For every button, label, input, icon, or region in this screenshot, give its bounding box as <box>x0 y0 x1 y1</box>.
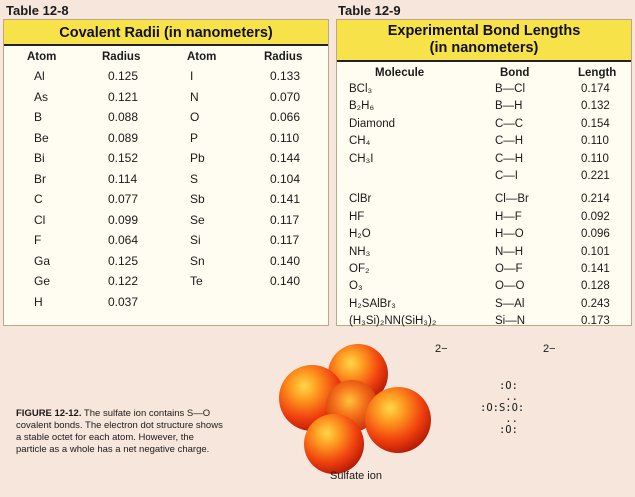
bond-type-cell: S—Al <box>495 297 525 310</box>
radii-atom-cell: P <box>190 130 199 145</box>
radii-atom-cell: H <box>34 294 43 309</box>
bond-type-cell: C—H <box>495 135 524 148</box>
radii-atom-cell: Br <box>34 171 46 186</box>
model-charge: 2− <box>435 343 448 355</box>
radii-atom-cell: Al <box>34 69 45 83</box>
bond-type-cell: Cl—Br <box>495 193 529 206</box>
covalent-radii-table <box>3 19 329 326</box>
bond-length-cell: 0.110 <box>581 135 609 148</box>
bond-length-cell: 0.092 <box>581 210 610 223</box>
bond-type-cell: B—H <box>495 100 523 113</box>
bond-type-cell: C—I <box>495 170 518 182</box>
bond-type-cell: H—O <box>495 228 524 241</box>
bond-molecule-cell: CH₃I <box>349 152 374 165</box>
radii-atom-cell: C <box>34 192 43 206</box>
radii-atom-cell: Se <box>190 212 205 227</box>
bond-type-cell: O—F <box>495 263 523 275</box>
bond-lengths-title <box>337 20 631 62</box>
bond-length-cell: 0.128 <box>581 280 610 293</box>
bond-lengths-table <box>336 19 632 326</box>
bond-type-cell: N—H <box>495 245 524 258</box>
figure-caption-text: The sulfate ion contains S—O covalent bonds. The electron dot structure shows a stable octet for each atom. However, the particle as a whole has a net negative charge. <box>16 408 223 455</box>
bond-molecule-cell: B₂H₆ <box>349 100 375 113</box>
radii-value-cell: 0.070 <box>270 89 301 104</box>
radii-value-cell: 0.144 <box>270 151 301 165</box>
bond-molecule-cell: H₂SAlBr₃ <box>349 297 396 310</box>
bond-length-cell: 0.101 <box>581 245 610 258</box>
oxygen-atom-front <box>304 414 364 474</box>
radii-atom-cell: Ga <box>34 253 51 268</box>
bond-lengths-title-line1: Experimental Bond Lengths <box>387 23 581 39</box>
col-header-molecule: Molecule <box>375 67 425 79</box>
radii-value-cell: 0.064 <box>108 233 139 247</box>
radii-atom-cell: Sb <box>190 192 205 206</box>
radii-atom-cell: Si <box>190 233 201 247</box>
radii-value-cell: 0.122 <box>108 274 139 288</box>
bond-length-cell: 0.173 <box>581 315 610 328</box>
table-12-9-caption: Table 12-9 <box>338 3 401 18</box>
radii-atom-cell: Pb <box>190 151 205 165</box>
bond-molecule-cell: (H₃Si)₂NN(SiH₃)₂ <box>349 315 437 328</box>
col-header-length: Length <box>578 67 617 79</box>
sulfate-ion-model <box>270 336 440 476</box>
sulfate-ion-label: Sulfate ion <box>330 470 382 482</box>
radii-atom-cell: I <box>190 69 194 83</box>
bond-length-cell: 0.243 <box>581 297 610 310</box>
bond-molecule-cell: BCl₃ <box>349 83 373 95</box>
figure-caption-label: FIGURE 12-12. <box>16 408 82 419</box>
bond-molecule-cell: CH₄ <box>349 135 371 148</box>
bond-length-cell: 0.221 <box>581 170 610 182</box>
radii-value-cell: 0.077 <box>108 192 139 206</box>
radii-value-cell: 0.088 <box>108 110 139 124</box>
radii-atom-cell: As <box>34 89 49 104</box>
bond-length-cell: 0.141 <box>581 263 610 275</box>
covalent-radii-title: Covalent Radii (in nanometers) <box>4 20 328 46</box>
bond-length-cell: 0.132 <box>581 100 610 113</box>
bond-type-cell: H—F <box>495 210 522 223</box>
figure-caption <box>16 408 224 456</box>
col-header-radius-2: Radius <box>264 51 303 63</box>
bond-type-cell: O—O <box>495 280 525 293</box>
radii-atom-cell: F <box>34 233 42 247</box>
bond-lengths-title-line2: (in nanometers) <box>429 40 539 56</box>
radii-value-cell: 0.117 <box>270 212 300 227</box>
radii-value-cell: 0.117 <box>270 233 300 247</box>
radii-value-cell: 0.121 <box>108 89 139 104</box>
radii-value-cell: 0.133 <box>270 69 301 83</box>
radii-atom-cell: O <box>190 110 200 124</box>
col-header-radius-1: Radius <box>102 51 141 63</box>
radii-value-cell: 0.152 <box>108 151 139 165</box>
bond-molecule-cell: Diamond <box>349 117 396 130</box>
radii-atom-cell: Be <box>34 130 49 145</box>
radii-value-cell: 0.099 <box>108 212 139 227</box>
bond-type-cell: B—Cl <box>495 83 526 95</box>
col-header-atom-1: Atom <box>27 51 57 63</box>
col-header-atom-2: Atom <box>187 51 217 63</box>
bond-length-cell: 0.154 <box>581 117 610 130</box>
bond-molecule-cell: OF₂ <box>349 263 370 275</box>
radii-atom-cell: Cl <box>34 212 46 227</box>
oxygen-atom-right <box>365 387 431 453</box>
bond-length-cell: 0.110 <box>581 152 609 165</box>
radii-atom-cell: Bi <box>34 151 45 165</box>
bond-type-cell: C—C <box>495 117 524 130</box>
bond-length-cell: 0.096 <box>581 228 610 241</box>
radii-atom-cell: Ge <box>34 274 51 288</box>
col-header-bond: Bond <box>500 67 530 79</box>
radii-value-cell: 0.037 <box>108 294 139 309</box>
bond-length-cell: 0.214 <box>581 193 610 206</box>
radii-value-cell: 0.104 <box>270 171 301 186</box>
radii-value-cell: 0.125 <box>108 69 139 83</box>
lewis-charge: 2− <box>543 343 556 355</box>
bond-type-cell: Si—N <box>495 315 526 328</box>
bond-type-cell: C—H <box>495 152 524 165</box>
radii-value-cell: 0.114 <box>108 171 138 186</box>
radii-value-cell: 0.141 <box>270 192 301 206</box>
radii-atom-cell: Sn <box>190 253 205 268</box>
radii-value-cell: 0.066 <box>270 110 301 124</box>
radii-value-cell: 0.089 <box>108 130 139 145</box>
radii-value-cell: 0.140 <box>270 274 301 288</box>
radii-value-cell: 0.140 <box>270 253 301 268</box>
radii-atom-cell: N <box>190 89 199 104</box>
bond-length-cell: 0.174 <box>581 83 610 95</box>
radii-atom-cell: S <box>190 171 199 186</box>
lewis-dot-structure: :O: .. :O:S:O: .. :O: <box>480 380 525 436</box>
bond-molecule-cell: NH₃ <box>349 245 371 258</box>
bond-molecule-cell: HF <box>349 210 365 223</box>
bond-molecule-cell: H₂O <box>349 228 371 241</box>
bond-molecule-cell: ClBr <box>349 193 372 206</box>
radii-value-cell: 0.110 <box>270 130 300 145</box>
table-12-8-caption: Table 12-8 <box>6 3 69 18</box>
radii-value-cell: 0.125 <box>108 253 139 268</box>
bond-molecule-cell: O₃ <box>349 280 363 293</box>
radii-atom-cell: B <box>34 110 43 124</box>
radii-atom-cell: Te <box>190 274 203 288</box>
